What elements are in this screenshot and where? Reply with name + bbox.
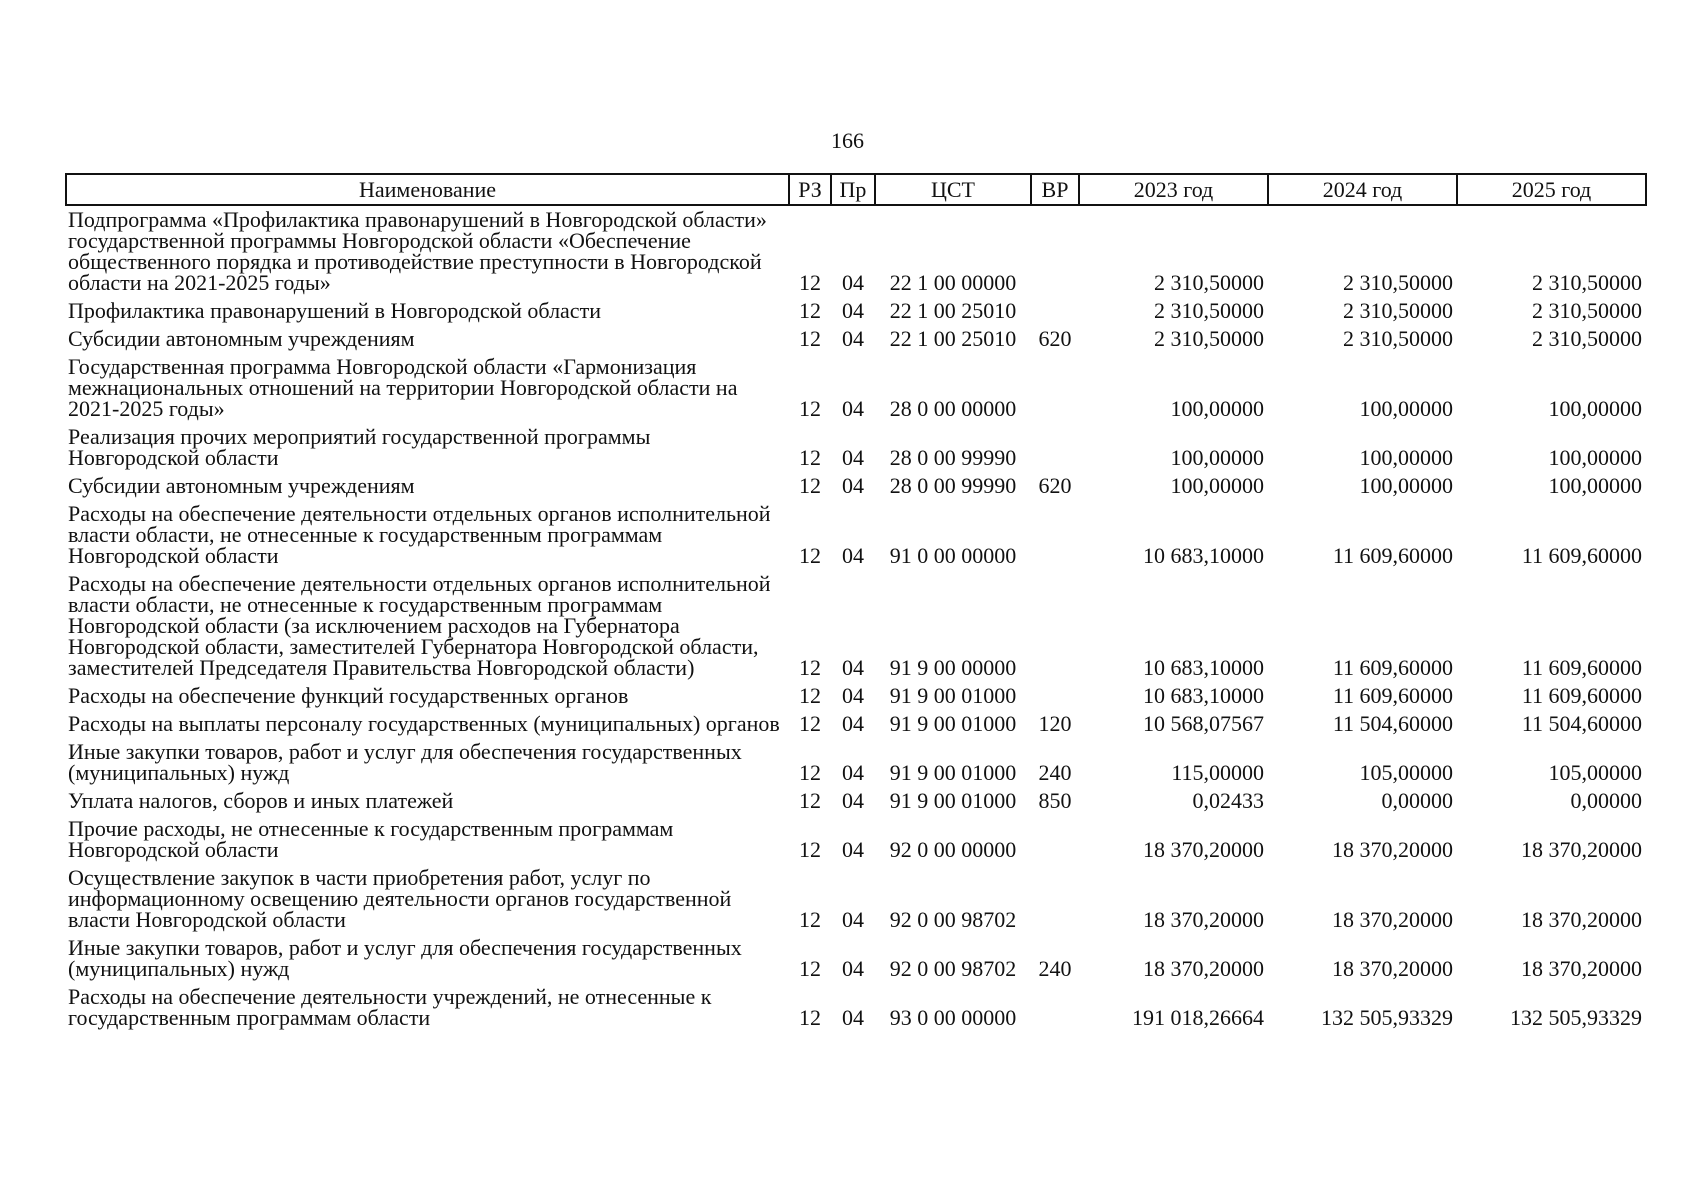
row-cst: 91 0 00 00000 — [889, 543, 1017, 568]
table-row — [66, 864, 1646, 934]
row-vr: 620 — [1038, 473, 1072, 498]
row-vr — [1031, 353, 1079, 423]
row-value-2023: 2 310,50000 — [1154, 270, 1264, 295]
row-vr: 620 — [1038, 326, 1072, 351]
row-pr: 04 — [842, 396, 864, 421]
row-cst: 91 9 00 01000 — [889, 788, 1017, 813]
row-value-2025: 18 370,20000 — [1521, 907, 1642, 932]
row-value-2024: 18 370,20000 — [1332, 837, 1453, 862]
row-value-2024: 100,00000 — [1359, 473, 1453, 498]
row-cst: 22 1 00 00000 — [889, 270, 1017, 295]
row-cst: 28 0 00 99990 — [889, 445, 1017, 470]
row-vr: 240 — [1038, 956, 1072, 981]
row-name: Подпрограмма «Профилактика правонарушений в Новгородской области» государственной программы Новгородской области «Обеспечение общественного порядка и противодействие преступности в Новгородской области на 2021-2025 годы» — [68, 207, 767, 295]
row-rz: 12 — [799, 1005, 821, 1030]
table-row — [66, 325, 1646, 353]
row-value-2023: 10 568,07567 — [1143, 711, 1264, 736]
row-pr: 04 — [842, 837, 864, 862]
row-value-2024: 18 370,20000 — [1332, 907, 1453, 932]
row-rz: 12 — [799, 837, 821, 862]
page-number: 166 — [831, 128, 864, 153]
row-value-2025: 11 609,60000 — [1521, 683, 1642, 708]
row-name: Уплата налогов, сборов и иных платежей — [68, 788, 454, 813]
row-name: Субсидии автономным учреждениям — [68, 473, 415, 498]
row-name: Реализация прочих мероприятий государственной программы Новгородской области — [68, 424, 651, 470]
row-value-2024: 11 609,60000 — [1332, 543, 1453, 568]
row-vr: 850 — [1038, 788, 1072, 813]
row-value-2023: 18 370,20000 — [1143, 956, 1264, 981]
col-header-cst: ЦСТ — [875, 174, 1031, 205]
row-cst: 22 1 00 25010 — [889, 326, 1017, 351]
row-value-2025: 132 505,93329 — [1510, 1005, 1642, 1030]
table-row — [66, 815, 1646, 864]
row-cst: 92 0 00 98702 — [889, 956, 1017, 981]
row-value-2024: 100,00000 — [1359, 445, 1453, 470]
row-value-2025: 11 609,60000 — [1521, 543, 1642, 568]
row-name: Расходы на обеспечение функций государственных органов — [68, 683, 629, 708]
row-value-2023: 191 018,26664 — [1132, 1005, 1264, 1030]
row-rz: 12 — [799, 711, 821, 736]
row-pr: 04 — [842, 655, 864, 680]
row-rz: 12 — [799, 298, 821, 323]
row-value-2024: 2 310,50000 — [1343, 298, 1453, 323]
row-name: Расходы на обеспечение деятельности учреждений, не отнесенные к государственным программам области — [68, 984, 712, 1030]
row-value-2023: 2 310,50000 — [1154, 326, 1264, 351]
table-row — [66, 934, 1646, 983]
row-name: Профилактика правонарушений в Новгородской области — [68, 298, 601, 323]
table-row — [66, 353, 1646, 423]
row-value-2025: 2 310,50000 — [1532, 270, 1642, 295]
table-row — [66, 205, 1646, 297]
row-value-2023: 115,00000 — [1171, 760, 1264, 785]
table-body — [66, 205, 1646, 1032]
col-header-name: Наименование — [66, 174, 789, 205]
row-rz: 12 — [799, 655, 821, 680]
row-value-2023: 100,00000 — [1170, 396, 1264, 421]
row-value-2024: 100,00000 — [1359, 396, 1453, 421]
row-name: Государственная программа Новгородской области «Гармонизация межнациональных отношений на территории Новгородской области на 2021-2025 годы» — [68, 354, 738, 421]
table-row — [66, 500, 1646, 570]
row-value-2025: 100,00000 — [1548, 396, 1642, 421]
row-cst: 91 9 00 01000 — [889, 760, 1017, 785]
col-header-2023: 2023 год — [1079, 174, 1268, 205]
row-name: Иные закупки товаров, работ и услуг для обеспечения государственных (муниципальных) нужд — [68, 935, 742, 981]
col-header-2024: 2024 год — [1268, 174, 1457, 205]
row-value-2024: 0,00000 — [1381, 788, 1453, 813]
row-vr — [1031, 570, 1079, 682]
row-rz: 12 — [799, 683, 821, 708]
row-value-2023: 100,00000 — [1170, 473, 1264, 498]
row-value-2024: 2 310,50000 — [1343, 270, 1453, 295]
row-vr — [1031, 423, 1079, 472]
row-vr: 120 — [1038, 711, 1072, 736]
row-vr — [1031, 864, 1079, 934]
row-pr: 04 — [842, 907, 864, 932]
col-header-2025: 2025 год — [1457, 174, 1646, 205]
row-cst: 28 0 00 00000 — [889, 396, 1017, 421]
row-value-2024: 105,00000 — [1359, 760, 1453, 785]
row-pr: 04 — [842, 298, 864, 323]
row-value-2024: 11 504,60000 — [1332, 711, 1453, 736]
row-value-2023: 10 683,10000 — [1143, 683, 1264, 708]
row-value-2024: 11 609,60000 — [1332, 683, 1453, 708]
row-cst: 28 0 00 99990 — [889, 473, 1017, 498]
row-vr — [1031, 205, 1079, 297]
row-vr — [1031, 815, 1079, 864]
row-name: Иные закупки товаров, работ и услуг для обеспечения государственных (муниципальных) нужд — [68, 739, 742, 785]
row-value-2024: 132 505,93329 — [1321, 1005, 1453, 1030]
table-header — [66, 174, 1646, 205]
row-value-2025: 11 504,60000 — [1521, 711, 1642, 736]
row-pr: 04 — [842, 788, 864, 813]
row-cst: 92 0 00 98702 — [889, 907, 1017, 932]
row-cst: 91 9 00 01000 — [889, 711, 1017, 736]
table-row — [66, 710, 1646, 738]
row-vr — [1031, 297, 1079, 325]
row-cst: 92 0 00 00000 — [889, 837, 1017, 862]
row-value-2025: 105,00000 — [1548, 760, 1642, 785]
row-pr: 04 — [842, 326, 864, 351]
row-name: Расходы на обеспечение деятельности отдельных органов исполнительной власти области, не отнесенные к государственным программам Новгородской области — [68, 501, 771, 568]
row-pr: 04 — [842, 1005, 864, 1030]
row-value-2023: 0,02433 — [1192, 788, 1264, 813]
row-cst: 93 0 00 00000 — [889, 1005, 1017, 1030]
row-pr: 04 — [842, 473, 864, 498]
header-row — [66, 174, 1646, 205]
table-row — [66, 570, 1646, 682]
row-pr: 04 — [842, 445, 864, 470]
row-name: Осуществление закупок в части приобретения работ, услуг по информационному освещению деятельности органов государственной власти Новгородской области — [68, 865, 732, 932]
row-value-2023: 10 683,10000 — [1143, 543, 1264, 568]
row-name: Прочие расходы, не отнесенные к государственным программам Новгородской области — [68, 816, 674, 862]
row-rz: 12 — [799, 270, 821, 295]
row-vr — [1031, 500, 1079, 570]
row-value-2025: 2 310,50000 — [1532, 326, 1642, 351]
row-value-2025: 18 370,20000 — [1521, 956, 1642, 981]
row-rz: 12 — [799, 760, 821, 785]
row-pr: 04 — [842, 760, 864, 785]
table-row — [66, 682, 1646, 710]
row-value-2025: 11 609,60000 — [1521, 655, 1642, 680]
col-header-vr: ВР — [1031, 174, 1079, 205]
table-row — [66, 787, 1646, 815]
row-value-2025: 100,00000 — [1548, 473, 1642, 498]
row-value-2024: 11 609,60000 — [1332, 655, 1453, 680]
row-value-2023: 18 370,20000 — [1143, 837, 1264, 862]
row-rz: 12 — [799, 956, 821, 981]
row-pr: 04 — [842, 543, 864, 568]
row-value-2024: 18 370,20000 — [1332, 956, 1453, 981]
row-value-2025: 0,00000 — [1570, 788, 1642, 813]
row-value-2023: 2 310,50000 — [1154, 298, 1264, 323]
row-pr: 04 — [842, 270, 864, 295]
row-rz: 12 — [799, 473, 821, 498]
row-rz: 12 — [799, 445, 821, 470]
row-rz: 12 — [799, 907, 821, 932]
col-header-pr: Пр — [831, 174, 875, 205]
row-vr — [1031, 983, 1079, 1032]
row-value-2023: 100,00000 — [1170, 445, 1264, 470]
row-rz: 12 — [799, 543, 821, 568]
row-value-2024: 2 310,50000 — [1343, 326, 1453, 351]
row-rz: 12 — [799, 788, 821, 813]
table-row — [66, 472, 1646, 500]
col-header-rz: РЗ — [789, 174, 831, 205]
row-pr: 04 — [842, 711, 864, 736]
budget-table — [65, 173, 1647, 1032]
row-name: Расходы на выплаты персоналу государственных (муниципальных) органов — [68, 711, 780, 736]
row-value-2023: 18 370,20000 — [1143, 907, 1264, 932]
row-rz: 12 — [799, 396, 821, 421]
row-cst: 91 9 00 01000 — [889, 683, 1017, 708]
row-value-2023: 10 683,10000 — [1143, 655, 1264, 680]
table-row — [66, 983, 1646, 1032]
row-cst: 22 1 00 25010 — [889, 298, 1017, 323]
row-pr: 04 — [842, 683, 864, 708]
table-row — [66, 738, 1646, 787]
row-value-2025: 2 310,50000 — [1532, 298, 1642, 323]
row-vr: 240 — [1038, 760, 1072, 785]
row-pr: 04 — [842, 956, 864, 981]
row-vr — [1031, 682, 1079, 710]
table-row — [66, 297, 1646, 325]
row-name: Расходы на обеспечение деятельности отдельных органов исполнительной власти области, не отнесенные к государственным программам Новгородской области (за исключением расходов на Губернатора Новгородской области, заместителей Губернатора Новгородской области, заместителей Председателя Правительства Новгородской области) — [68, 571, 771, 680]
row-name: Субсидии автономным учреждениям — [68, 326, 415, 351]
row-rz: 12 — [799, 326, 821, 351]
row-value-2025: 100,00000 — [1548, 445, 1642, 470]
row-cst: 91 9 00 00000 — [889, 655, 1017, 680]
table-row — [66, 423, 1646, 472]
row-value-2025: 18 370,20000 — [1521, 837, 1642, 862]
